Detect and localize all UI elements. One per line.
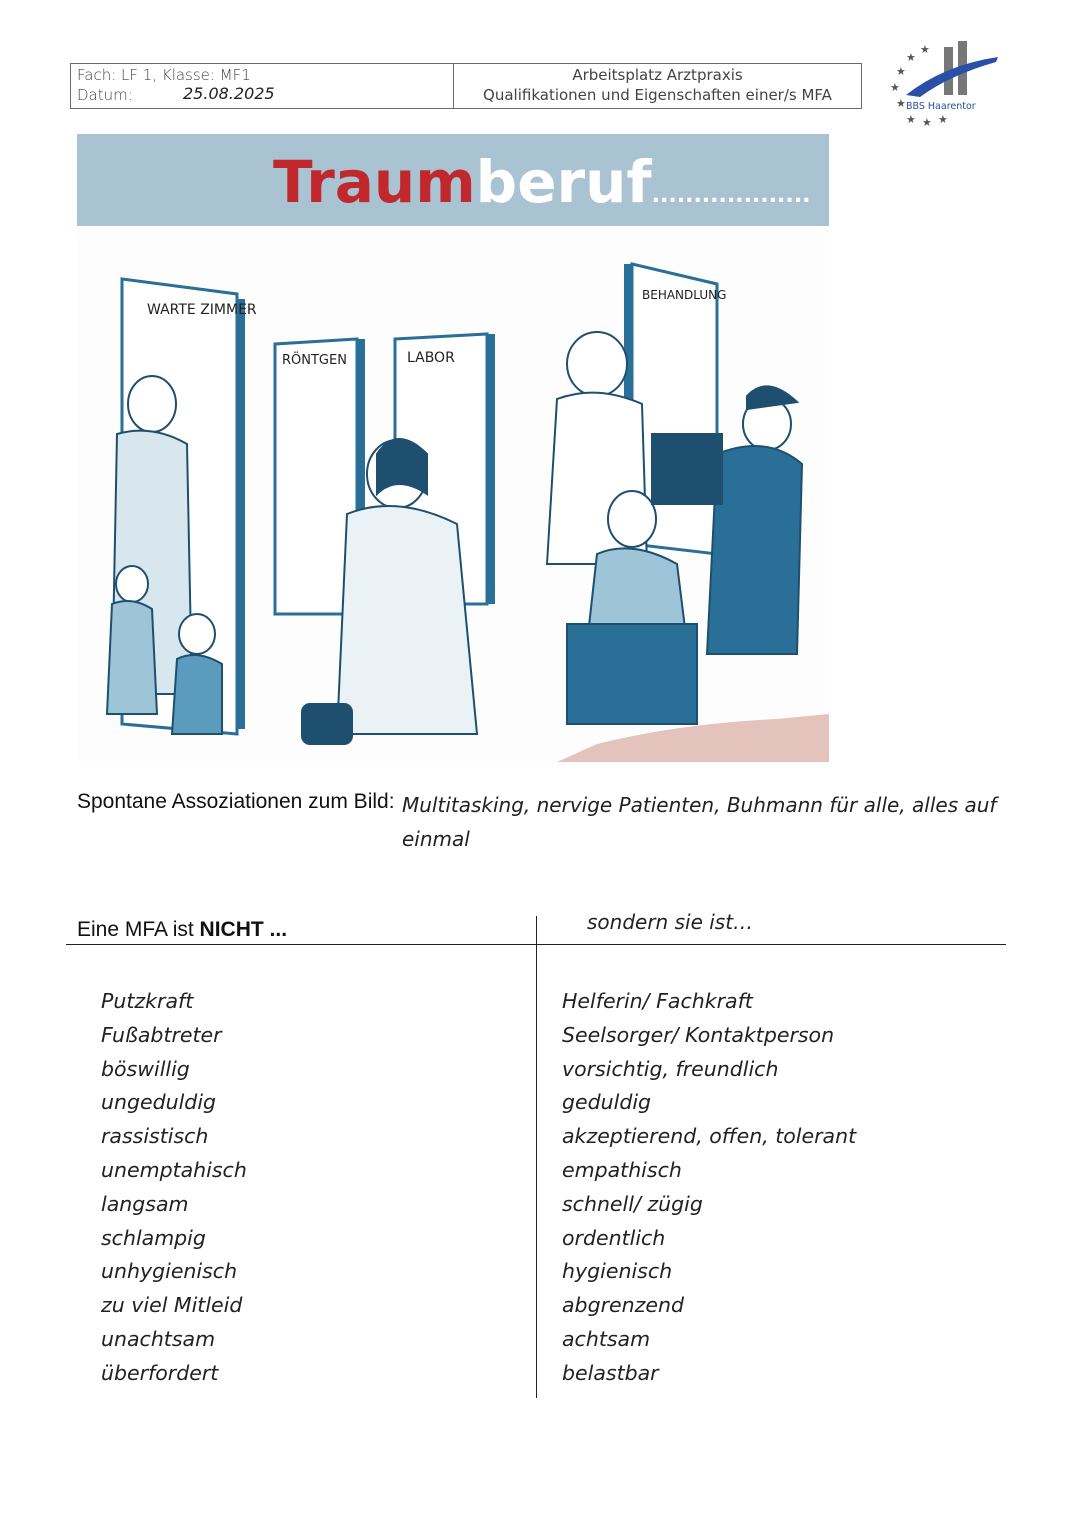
not-list (101, 985, 247, 1391)
header-left-cell (71, 64, 454, 108)
list-item: unachtsam (101, 1326, 216, 1351)
list-item: Helferin/ Fachkraft (562, 989, 753, 1013)
topic-line-2: Qualifikationen und Eigenschaften einer/s MFA (483, 86, 832, 104)
door-frame-3 (487, 334, 495, 604)
school-logo-graphic (884, 35, 1004, 130)
datum-label: Datum: (77, 86, 133, 104)
svg-text:★: ★ (896, 65, 906, 78)
list-item: akzeptierend, offen, tolerant (562, 1124, 857, 1149)
list-item: unemptahisch (101, 1157, 247, 1182)
left-head-bold: NICHT ... (199, 918, 288, 941)
table-vertical-rule (536, 916, 537, 1398)
child-head (179, 614, 215, 654)
list-item: ungeduldig (101, 1090, 217, 1115)
list-item: überfordert (101, 1360, 219, 1385)
header-right-cell (454, 64, 861, 108)
svg-text:★: ★ (906, 51, 916, 64)
list-item: ordentlich (562, 1225, 666, 1250)
fach-label: Fach: LF 1, Klasse: MF1 (77, 66, 251, 84)
patient-head (608, 491, 656, 547)
list-item: hygienisch (562, 1259, 673, 1284)
list-item: böswillig (101, 1056, 190, 1081)
associations-label: Spontane Assoziationen zum Bild: (77, 790, 395, 813)
person-waiting-head (128, 376, 176, 432)
child-body (172, 655, 222, 734)
svg-text:★: ★ (938, 113, 948, 126)
girl-body (107, 601, 157, 714)
is-list (562, 985, 856, 1391)
header-table (70, 63, 862, 109)
list-item: Seelsorger/ Kontaktperson (562, 1022, 835, 1047)
door-label-roentgen: RÖNTGEN (282, 353, 347, 368)
door-frame-1 (237, 299, 245, 729)
list-item: empathisch (562, 1157, 682, 1182)
list-item: langsam (101, 1191, 189, 1216)
doctor-head (567, 332, 627, 396)
title-dots: ................... (651, 183, 811, 208)
logo-text: BBS Haarentor (906, 101, 976, 112)
cartoon-illustration (77, 134, 829, 762)
door-label-warte: WARTE ZIMMER (147, 302, 257, 318)
svg-text:★: ★ (896, 97, 906, 110)
list-item: schnell/ zügig (562, 1191, 703, 1216)
door-label-labor: LABOR (407, 350, 455, 366)
patient-chair (567, 624, 697, 724)
title-white: beruf (475, 148, 652, 216)
left-column-heading (77, 918, 287, 942)
list-item: Putzkraft (101, 989, 194, 1013)
topic-line-1: Arbeitsplatz Arztpraxis (572, 66, 743, 84)
telephone (302, 704, 352, 744)
svg-text:★: ★ (922, 116, 932, 129)
door-label-behandlung: BEHANDLUNG (642, 288, 727, 302)
svg-text:★: ★ (906, 113, 916, 126)
associations-text: Multitasking, nervige Patienten, Buhmann für alle, alles auf einmal (402, 793, 997, 851)
list-item: vorsichtig, freundlich (562, 1056, 779, 1081)
list-item: achtsam (562, 1326, 651, 1351)
datum-value: 25.08.2025 (183, 84, 275, 103)
cartoon-svg (77, 134, 829, 762)
delivery-cap (747, 386, 797, 409)
delivery-box (652, 434, 722, 504)
list-item: abgrenzend (562, 1293, 684, 1318)
left-head-prefix: Eine MFA ist (77, 918, 200, 941)
list-item: unhygienisch (101, 1259, 238, 1284)
list-item: schlampig (101, 1225, 206, 1250)
svg-text:★: ★ (920, 43, 930, 56)
girl-head (116, 566, 148, 602)
right-column-heading: sondern sie ist… (587, 910, 754, 934)
list-item: belastbar (562, 1360, 659, 1385)
svg-text:★: ★ (890, 81, 900, 94)
title-red: Traum (273, 148, 476, 216)
mfa-body (337, 506, 477, 734)
list-item: rassistisch (101, 1124, 209, 1149)
list-item: geduldig (562, 1090, 652, 1115)
list-item: zu viel Mitleid (101, 1293, 243, 1318)
school-logo (884, 35, 1004, 130)
list-item: Fußabtreter (101, 1022, 222, 1047)
